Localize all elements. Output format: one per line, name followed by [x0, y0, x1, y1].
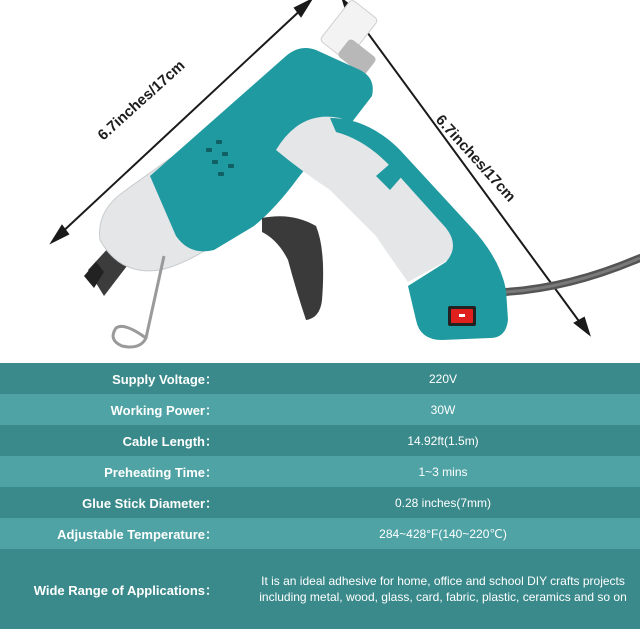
spec-key: Working Power： — [110, 403, 218, 418]
spec-key: Cable Length： — [122, 434, 218, 449]
power-switch — [448, 306, 476, 326]
spec-row-working-power — [0, 394, 640, 425]
spec-value: 1~3 mins — [418, 464, 468, 479]
spec-key: Wide Range of Applications： — [33, 582, 218, 598]
spec-value: 220V — [428, 371, 458, 386]
spec-key: Supply Voltage： — [112, 372, 218, 387]
spec-key: Adjustable Temperature： — [57, 527, 218, 542]
spec-row-preheating-time — [0, 456, 640, 487]
spec-key: Preheating Time： — [104, 465, 218, 480]
spec-row-glue-stick-diameter — [0, 487, 640, 518]
power-cable — [505, 258, 640, 292]
spec-value: 284~428°F(140~220℃) — [379, 526, 507, 541]
spec-row-cable-length — [0, 425, 640, 456]
dimension-label-left: 6.7inches/17cm — [94, 57, 189, 144]
spec-value: 0.28 inches(7mm) — [394, 495, 492, 510]
spec-value: 30W — [430, 402, 456, 417]
spec-key: Glue Stick Diameter： — [82, 496, 218, 511]
trigger — [262, 216, 323, 320]
dimension-label-right: 6.7inches/17cm — [432, 111, 519, 206]
spec-row-adjustable-temperature — [0, 518, 640, 549]
spec-value: 14.92ft(1.5m) — [407, 433, 479, 448]
spec-row-applications — [0, 549, 640, 629]
spec-value: It is an ideal adhesive for home, office and school DIY crafts projects including metal, wood, glass, card, fabric, plastic, ceramics and so on — [259, 574, 627, 604]
spec-table — [0, 363, 640, 629]
spec-row-supply-voltage — [0, 363, 640, 394]
